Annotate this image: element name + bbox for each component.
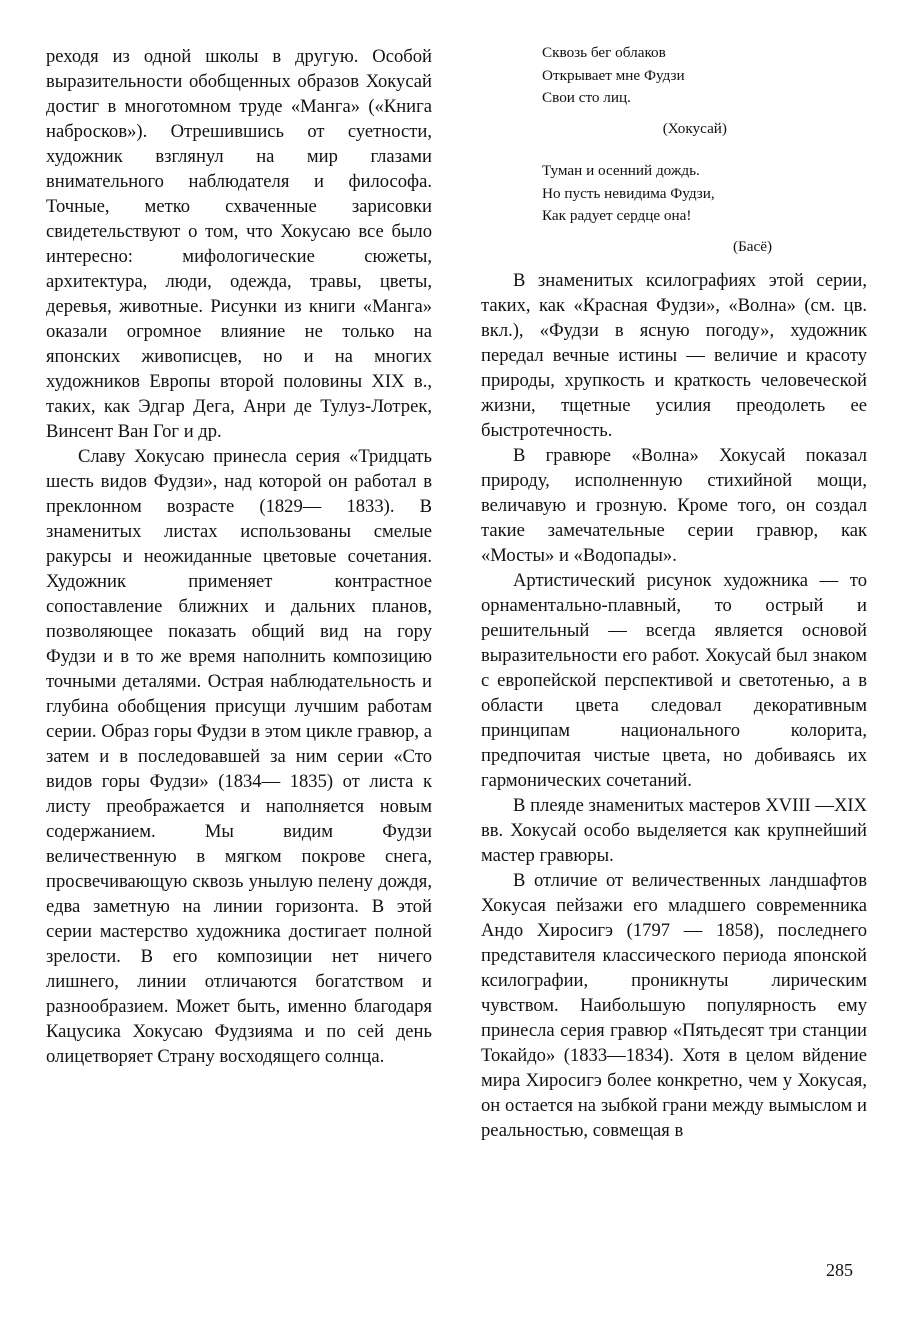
paragraph: В отличие от величественных ландшафтов Хокусая пейзажи его младшего современника Андо Хиросигэ (1797 — 1858), последнего представителя классического периода японской ксилографии, проникнуты лирическим чувством. Наибольшую популярность ему принесла серия гравюр «Пятьдесят три станции Токайдо» (1833—1834). Хотя в целом вйдение мира Хиросигэ более конкретно, чем у Хокусая, он остается на зыбкой грани между вымыслом и реальностью, совмещая в	[481, 870, 867, 1141]
poem-hokusai	[542, 42, 822, 140]
poem-line: Как радует сердце она!	[542, 207, 692, 224]
left-text-column	[46, 44, 432, 1069]
poem-author: (Басё)	[732, 237, 772, 255]
poem-line: Открывает мне Фудзи	[542, 66, 685, 84]
poem-author: (Хокусай)	[662, 119, 727, 137]
paragraph: Артистический рисунок художника — то орнаментально-плавный, то острый и решительный — всегда является основой выразительности его работ. Хокусай был знаком с европейской перспективой и светотенью, а в области цвета следовал декоративным принципам национального колорита, предпочитая чистые цвета, но добиваясь их гармонических сочетаний.	[481, 570, 867, 791]
paragraph: реходя из одной школы в другую. Особой выразительности обобщенных образов Хокусай достиг в многотомном труде «Манга» («Книга набросков»). Отрешившись от суетности, художник взглянул на мир глазами внимательного наблюдателя и философа. Точные, метко схваченные зарисовки свидетельствуют о том, что Хокусаю все было интересно: мифологические сюжеты, архитектура, люди, одежда, травы, цветы, деревья, животные. Рисунки из книги «Манга» оказали огромное влияние не только на японских живописцев, но и на многих художников Европы второй половины XIX в., таких, как Эдгар Дега, Анри де Тулуз-Лотрек, Винсент Ван Гог и др.	[46, 46, 432, 442]
paragraph: В знаменитых ксилографиях этой серии, таких, как «Красная Фудзи», «Волна» (см. цв. вкл.), «Фудзи в ясную погоду», художник передал вечные истины — величие и красоту природы, хрупкость и краткость человеческой жизни, тщетные усилия преодолеть ее быстротечность.	[481, 270, 867, 441]
poem-line: Но пусть невидима Фудзи,	[542, 184, 715, 202]
poem-line: Туман и осенний дождь.	[542, 162, 700, 179]
paragraph: Славу Хокусаю принесла серия «Тридцать шесть видов Фудзи», над которой он работал в преклонном возрасте (1829— 1833). В знаменитых листах использованы смелые ракурсы и неожиданные цветовые сочетания. Художник применяет контрастное сопоставление ближних и дальних планов, позволяющее показать общий вид на гору Фудзи и в то же время наполнить композицию точными деталями. Острая наблюдательность и глубина обобщения присущи лучшим работам серии. Образ горы Фудзи в этом цикле гравюр, а затем и в последовавшей за ним серии «Сто видов горы Фудзи» (1834— 1835) от листа к листу преображается и наполняется новым содержанием. Мы видим Фудзи величественную в мягком покрове снега, просвечивающую сквозь унылую пелену дождя, едва заметную на линии горизонта. В этой серии мастерство художника достигает полной зрелости. В его композиции нет ничего лишнего, линии отличаются богатством и разнообразием. Может быть, именно благодаря Кацусика Хокусаю Фудзияма и по сей день олицетворяет Страну восходящего солнца.	[46, 446, 432, 1067]
paragraph: В гравюре «Волна» Хокусай показал природу, исполненную стихийной мощи, величавую и грозную. Кроме того, он создал такие замечательные серии гравюр, как «Мосты» и «Водопады».	[481, 445, 867, 566]
poem-line: Свои сто лиц.	[542, 89, 631, 106]
paragraph: В плеяде знаменитых мастеров XVIII —XIX вв. Хокусай особо выделяется как крупнейший мастер гравюры.	[481, 795, 867, 866]
poem-line: Сквозь бег облаков	[542, 44, 666, 61]
poem-basho	[542, 160, 822, 258]
right-text-column	[481, 268, 867, 1143]
page-number: 285	[826, 1260, 853, 1280]
